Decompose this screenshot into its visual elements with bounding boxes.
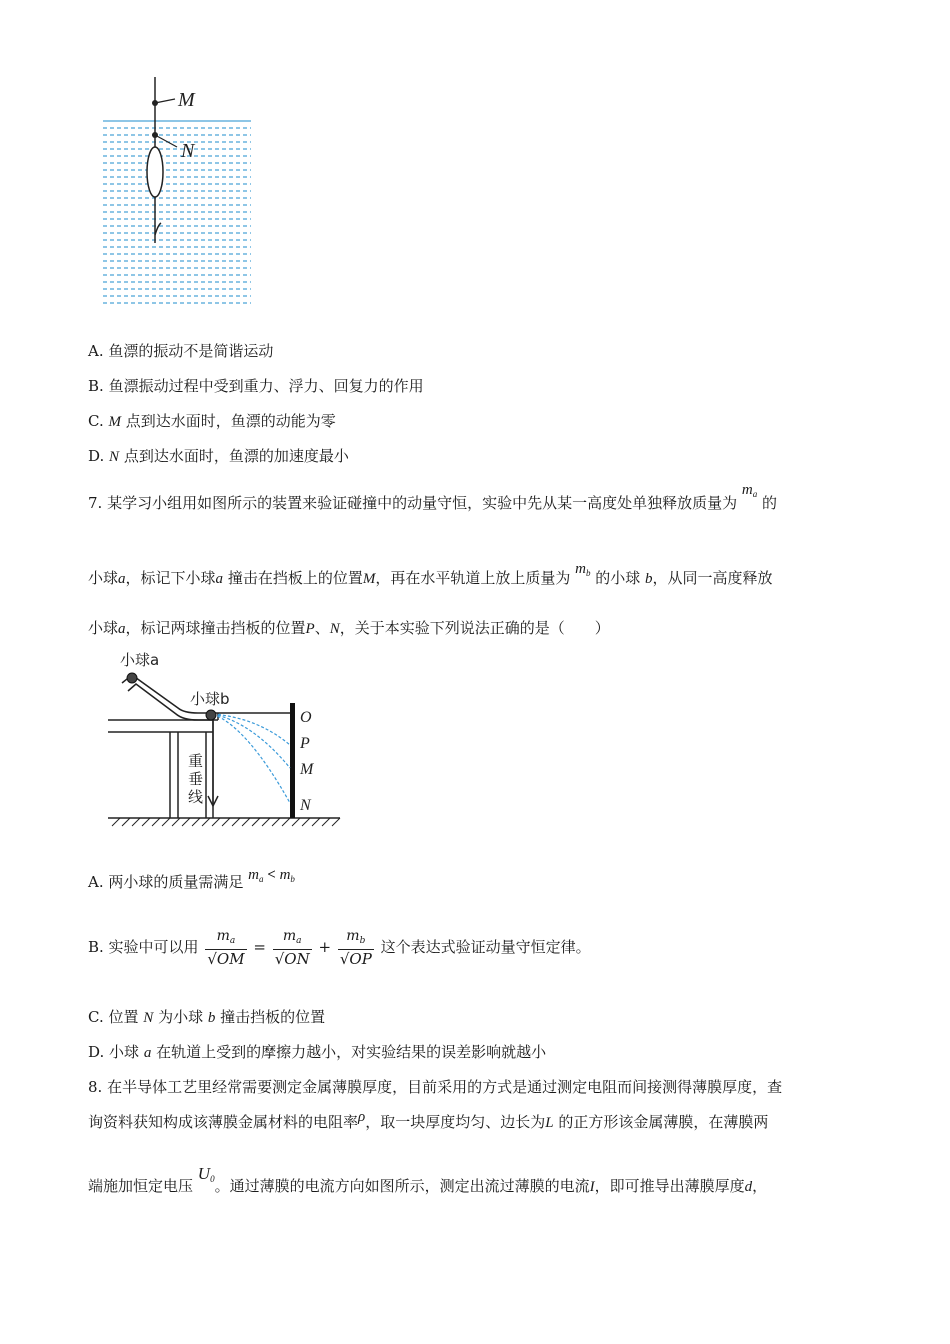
ball-a-icon <box>127 673 137 683</box>
q7-line-3: 小球a，标记两球撞击挡板的位置P、N，关于本实验下列说法正确的是（ ） <box>88 619 610 637</box>
water-dashes <box>103 121 251 303</box>
label-plumb-1: 重 <box>188 752 204 770</box>
frac-om: $\frac{m_a}{√OM}$ <box>207 928 245 968</box>
label-o: O <box>300 709 312 726</box>
q8-line-1: 8. 在半导体工艺里经常需要测定金属薄膜厚度，目前采用的方式是通过测定电阻而间接测得薄膜厚度，查 <box>88 1078 783 1096</box>
label-ball-b: 小球b <box>190 690 230 708</box>
frac-op: $\frac{m_b}{√OP}$ <box>339 928 372 968</box>
q7-option-d: D. 小球 a 在轨道上受到的摩擦力越小，对实验结果的误差影响就越小 <box>88 1043 547 1061</box>
label-plumb-3: 线 <box>188 788 204 806</box>
q8-line-2: 询资料获知构成该薄膜金属材料的电阻率ρ，取一块厚度均匀、边长为L 的正方形该金属薄膜，在薄膜两 <box>88 1109 769 1131</box>
q6-option-b: B. 鱼漂振动过程中受到重力、浮力、回复力的作用 <box>88 377 424 395</box>
label-plumb-2: 垂 <box>188 770 204 788</box>
frac-on: $\frac{m_a}{√ON}$ <box>274 928 310 968</box>
q7-option-b: B. 实验中可以用 $\frac{m_a}{√OM}$ = $\frac{m_a}{√ON}$ + $\frac{m_b}{√OP}$ 这个表达式验证动量守恒定律。 <box>88 928 591 968</box>
label-ball-a: 小球a <box>120 651 160 669</box>
label-n2: N <box>300 797 311 814</box>
q7-line-1: 7. 某学习小组用如图所示的装置来验证碰撞中的动量守恒，实验中先从某一高度处单独释放质量为 $m_a$ 的 <box>88 482 778 512</box>
ball-b-icon <box>206 710 216 720</box>
label-n: N <box>181 140 195 162</box>
q7-option-c: C. 位置 N 为小球 b 撞击挡板的位置 <box>88 1008 326 1026</box>
q7-line-2: 小球a，标记下小球a 撞击在挡板上的位置M，再在水平轨道上放上质量为 $m_b$ 的小球 b，从同一高度释放 <box>88 561 773 587</box>
label-m: M <box>178 89 195 111</box>
q6-option-a: A. 鱼漂的振动不是简谐运动 <box>88 342 274 360</box>
q7-option-a: A. 两小球的质量需满足 $m_a < m_b$ <box>88 867 295 891</box>
q6-option-d: D. N 点到达水面时，鱼漂的加速度最小 <box>88 447 349 465</box>
q8-line-3: 端施加恒定电压 $U_0$。通过薄膜的电流方向如图所示，测定出流过薄膜的电流I，即可推导出薄膜厚度d， <box>88 1164 768 1195</box>
q6-option-c: C. M 点到达水面时，鱼漂的动能为零 <box>88 412 336 430</box>
float-figure <box>95 75 265 310</box>
collision-figure <box>108 648 348 833</box>
label-p: P <box>300 735 310 752</box>
label-m2: M <box>300 761 314 778</box>
